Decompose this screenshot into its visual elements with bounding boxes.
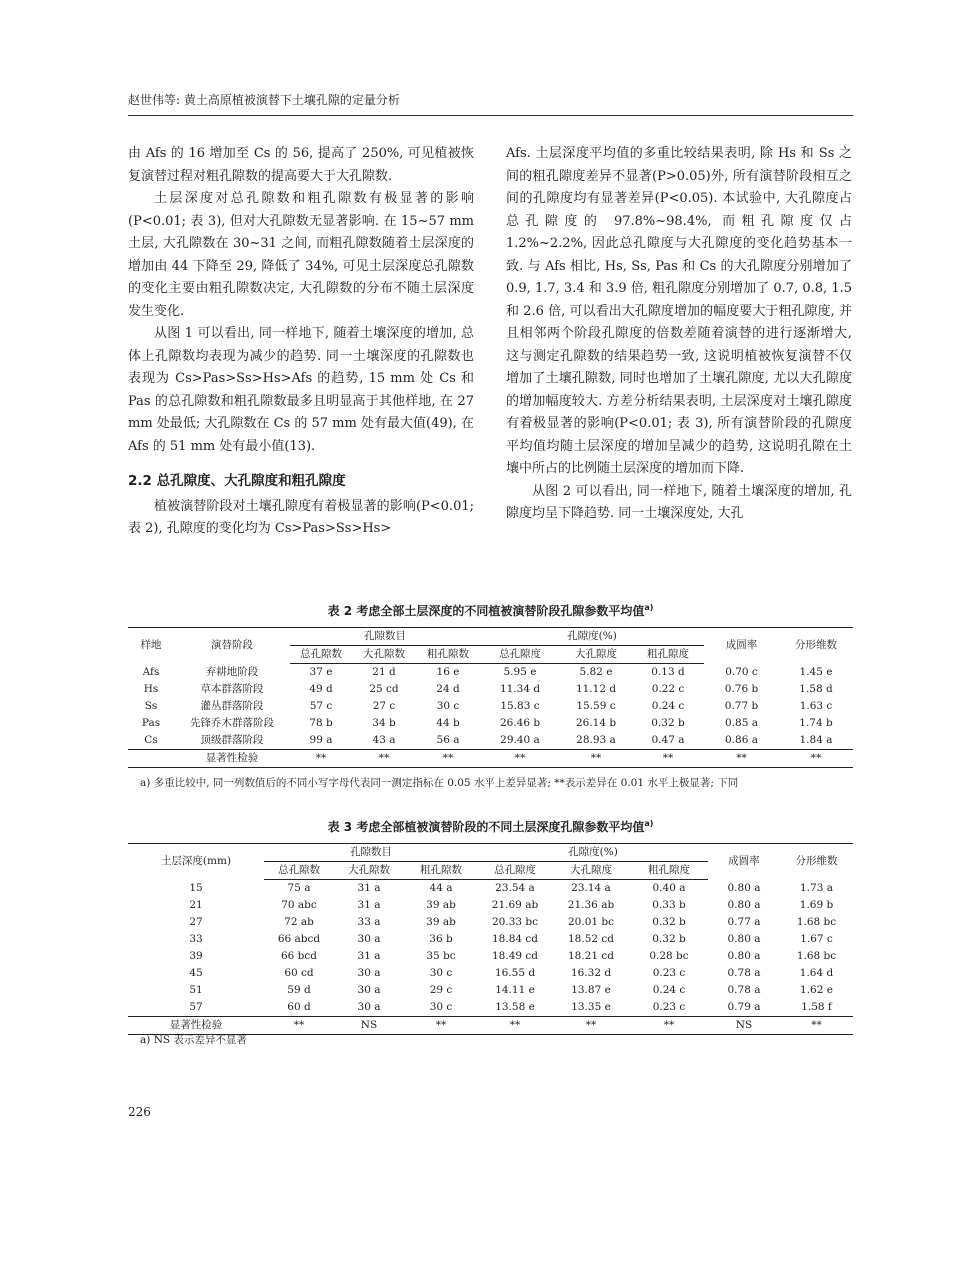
col-header-stage: 演替阶段 <box>174 628 290 664</box>
table-cell: 21 d <box>372 666 396 678</box>
table-row <box>128 664 853 682</box>
table-cell: 59 d <box>287 984 311 996</box>
table-cell: 60 d <box>287 1001 311 1013</box>
table-cell: 0.85 a <box>725 717 758 729</box>
table-cell: 灌丛群落阶段 <box>200 700 264 712</box>
table-cell: ** <box>264 1017 334 1035</box>
table-cell: 13.87 e <box>571 984 611 996</box>
table-cell: 16.32 d <box>570 967 612 979</box>
header-rule <box>128 115 853 116</box>
paragraph: Afs. 土层深度平均值的多重比较结果表明, 除 Hs 和 Ss 之间的粗孔隙度差异不显著(P>0.05)外, 所有演替阶段相互之间的孔隙度均有显著差异(P<0.05). 本试验中, 大孔隙度占总孔隙度的 97.8%~98.4%, 而粗孔隙度仅占 1.2%~2.2%, 因此总孔隙度与大孔隙度的变化趋势基本一致. 与 Afs 相比, Hs, Ss, Pas 和 Cs 的大孔隙度分别增加了 0.9, 1.7, 3.4 和 3.9 倍, 粗孔隙度分别增加了 0.7, 0.8, 1.5 和 2.6 倍, 可以看出大孔隙度增加的幅度要大于粗孔隙度, 并且相邻两个阶段孔隙度的倍数差随着演替的进行逐渐增大, 这与测定孔隙数的结果趋势一致, 这说明植被恢复演替不仅增加了土壤孔隙数, 同时也增加了土壤孔隙度, 尤以大孔隙度的增加幅度较大. 方差分析结果表明, 土层深度对土壤孔隙度有着极显著的影响(P<0.01; 表 3), 所有演替阶段的孔隙度平均值均随土层深度的增加呈减少的趋势, 这说明孔隙在土壤中所占的比例随土层深度的增加而下降. <box>506 146 852 476</box>
table-cell: 24 d <box>436 683 460 695</box>
table-cell: 18.49 cd <box>492 950 538 962</box>
table-cell: 1.62 e <box>800 984 833 996</box>
table-cell: 0.22 c <box>651 683 685 695</box>
paragraph: 土层深度对总孔隙数和粗孔隙数有极显著的影响(P<0.01; 表 3), 但对大孔隙数无显著影响. 在 15~57 mm 土层, 大孔隙数在 30~31 之间, 而粗孔隙数随着土层深度的增加由 44 下降至 29, 降低了 34%, 可见土层深度总孔隙数的变化主要由粗孔隙数决定, 大孔隙数的分布不随土层深度发生变化. <box>128 191 474 319</box>
col-header-porosity: 孔隙度(%) <box>480 628 704 646</box>
table-row <box>128 715 853 732</box>
table-row <box>128 948 853 965</box>
table-cell: 5.95 e <box>503 666 537 678</box>
table-cell: 0.77 a <box>727 916 761 928</box>
table-cell: 0.78 a <box>727 967 761 979</box>
table-cell: 23.14 a <box>571 882 611 894</box>
table-cell: 0.80 a <box>727 881 761 894</box>
table-row <box>128 732 853 750</box>
table-cell: 33 <box>189 933 203 945</box>
table-cell: ** <box>352 750 416 768</box>
table-cell: ** <box>630 1017 708 1035</box>
table-row <box>128 914 853 931</box>
table-cell: 44 b <box>436 717 460 729</box>
table-cell: 11.34 d <box>499 683 541 695</box>
table-cell: 30 c <box>429 967 453 979</box>
table-cell: 31 a <box>357 950 381 962</box>
table-cell: 31 a <box>357 882 381 894</box>
col-header-site: 样地 <box>128 628 174 664</box>
table-cell: 26.14 b <box>575 717 617 729</box>
table-cell: 78 b <box>309 717 333 729</box>
table-cell: Ss <box>144 700 158 712</box>
table-2 <box>128 627 853 768</box>
sub-header: 大孔隙度 <box>560 646 632 664</box>
table-row <box>128 965 853 982</box>
table-cell: 27 c <box>372 700 396 712</box>
table-cell: 25 cd <box>369 683 399 695</box>
table-cell: 0.47 a <box>651 734 685 746</box>
table-cell: 20.01 bc <box>568 916 614 928</box>
table-cell: 66 abcd <box>277 933 321 945</box>
table-cell: 1.63 c <box>799 700 833 712</box>
table-cell: 16 e <box>436 666 460 678</box>
table-2-caption: 表 2 考虑全部土层深度的不同植被演替阶段孔隙参数平均值$^{a)}$ <box>327 603 654 618</box>
table-cell: 39 <box>189 950 203 962</box>
table-cell: 显著性检验 <box>128 1017 264 1035</box>
table-cell: 36 b <box>429 933 453 945</box>
paragraph: 从图 2 可以看出, 同一样地下, 随着土壤深度的增加, 孔隙度均呈下降趋势. 同一土壤深度处, 大孔 <box>506 483 852 521</box>
table-cell: 0.33 b <box>652 899 686 911</box>
table-cell: Hs <box>143 683 159 695</box>
table-cell: 20.33 bc <box>492 916 538 928</box>
table-cell: 75 a <box>287 882 311 894</box>
paragraph: 从图 1 可以看出, 同一样地下, 随着土壤深度的增加, 总体上孔隙数均表现为减少的趋势. 同一土壤深度的孔隙数也表现为 Cs>Pas>Ss>Hs>Afs 的趋势, 15 mm 处 Cs 和 Pas 的总孔隙数和粗孔隙数最多且明显高于其他样地, 在 27 mm 处最低; 大孔隙数在 Cs 的 57 mm 处有最大值(49), 在 Afs 的 51 mm 处有最小值(13). <box>128 326 474 454</box>
table-cell: 15.59 c <box>576 700 616 712</box>
table-cell: 1.58 f <box>801 1001 832 1013</box>
table-cell: 0.80 a <box>727 899 761 911</box>
table-cell: 28.93 a <box>576 734 616 746</box>
col-header-count: 孔隙数目 <box>264 844 478 862</box>
table-cell: 30 c <box>429 1001 453 1013</box>
table-cell: ** <box>404 1017 478 1035</box>
table-cell: 1.84 a <box>799 734 833 746</box>
table-cell: 0.24 c <box>651 700 685 712</box>
table-cell: 弃耕地阶段 <box>205 665 259 678</box>
table-cell: 先锋乔木群落阶段 <box>190 717 274 729</box>
table-cell: 1.64 d <box>799 967 834 979</box>
page-number: 226 <box>128 1105 151 1119</box>
paragraph: 植被演替阶段对土壤孔隙度有着极显著的影响(P<0.01; 表 2), 孔隙度的变化均为 Cs>Pas>Ss>Hs> <box>128 498 474 536</box>
table-cell: 37 e <box>309 666 333 678</box>
table-cell: 99 a <box>309 734 333 746</box>
table-cell: 34 b <box>372 717 396 729</box>
table-cell: ** <box>779 750 853 768</box>
right-column <box>506 143 852 526</box>
table-cell: 0.23 c <box>652 1001 686 1013</box>
table-3-caption: 表 3 考虑全部植被演替阶段的不同土层深度孔隙参数平均值$^{a)}$ <box>327 819 654 834</box>
table-row <box>128 681 853 698</box>
table-cell: 0.23 c <box>652 967 686 979</box>
col-header-count: 孔隙数目 <box>290 628 480 646</box>
table-cell: 66 bcd <box>280 950 318 962</box>
table-cell: 1.58 d <box>799 683 833 695</box>
table-cell: 顶级群落阶段 <box>200 734 264 746</box>
table-cell: Cs <box>144 734 158 746</box>
table-cell: 0.80 a <box>727 950 761 962</box>
table-cell: 0.77 b <box>724 700 759 712</box>
table-cell: 0.78 a <box>727 984 761 996</box>
sub-header: 总孔隙度 <box>480 646 560 664</box>
table-cell: 29.40 a <box>500 734 540 746</box>
table-row <box>128 931 853 948</box>
sub-header: 粗孔隙数 <box>416 646 480 664</box>
table-cell: 13.35 e <box>571 1001 611 1013</box>
table-cell: 31 a <box>357 899 381 911</box>
table-cell: 33 a <box>357 916 381 928</box>
table-cell: 0.40 a <box>652 882 686 894</box>
sub-header: 总孔隙度 <box>478 862 552 880</box>
col-header-depth: 土层深度(mm) <box>128 844 264 880</box>
table-cell: 11.12 d <box>575 683 617 695</box>
running-header: 赵世伟等: 黄土高原植被演替下土壤孔隙的定量分析 <box>128 93 400 107</box>
table-cell: 57 c <box>309 700 333 712</box>
table-cell: 5.82 e <box>579 666 613 678</box>
table-row <box>128 999 853 1017</box>
table-row <box>128 897 853 914</box>
col-header-roundness: 成圆率 <box>708 844 780 880</box>
table-cell: 30 a <box>357 1001 381 1013</box>
table-cell: 1.69 b <box>799 899 834 911</box>
table-cell: 0.13 d <box>651 666 685 678</box>
table-row <box>128 982 853 999</box>
col-header-fractal: 分形维数 <box>780 844 853 880</box>
table-cell: 30 c <box>436 700 460 712</box>
sub-header: 粗孔隙度 <box>630 862 708 880</box>
table-cell: 13.58 e <box>495 1001 535 1013</box>
table-cell: 18.84 cd <box>492 933 538 945</box>
table-cell: 29 c <box>429 984 453 996</box>
table-cell: Pas <box>141 717 161 729</box>
table-cell: ** <box>632 750 704 768</box>
table-row <box>128 698 853 715</box>
table-cell: ** <box>480 750 560 768</box>
table-cell: 0.76 b <box>724 683 759 695</box>
table-cell: 51 <box>189 984 203 996</box>
table-cell: 显著性检验 <box>174 750 290 768</box>
table-row <box>128 880 853 898</box>
table-cell: 23.54 a <box>495 882 535 894</box>
table-cell: 15 <box>189 881 203 894</box>
sub-header: 总孔隙数 <box>290 646 352 664</box>
table-3-note: a) NS 表示差异不显著 <box>140 1034 247 1046</box>
table-cell: 45 <box>189 967 203 979</box>
table-cell: ** <box>704 750 779 768</box>
table-cell: Afs <box>142 665 160 678</box>
table-cell: 35 bc <box>426 950 456 962</box>
table-cell: 56 a <box>436 734 460 746</box>
table-cell: ** <box>290 750 352 768</box>
table-cell <box>128 750 174 768</box>
table-cell: 0.32 b <box>651 717 685 729</box>
table-cell: 15.83 c <box>500 700 540 712</box>
table-cell: 1.68 bc <box>796 916 837 928</box>
table-cell: 49 d <box>309 683 333 695</box>
table-cell: 18.21 cd <box>568 950 614 962</box>
table-cell: 草本群落阶段 <box>200 683 264 695</box>
table-cell: 0.32 b <box>652 933 686 945</box>
table-cell: 72 ab <box>284 916 314 928</box>
table-cell: 39 ab <box>426 916 456 928</box>
table-cell: ** <box>560 750 632 768</box>
sub-header: 大孔隙数 <box>352 646 416 664</box>
table-cell: ** <box>478 1017 552 1035</box>
table-cell: 30 a <box>357 984 381 996</box>
table-cell: 27 <box>189 916 203 928</box>
table-2-note: a) 多重比较中, 同一列数值后的不同小写字母代表同一测定指标在 0.05 水平上差异显著; **表示差异在 0.01 水平上极显著; 下同 <box>140 777 739 789</box>
table-cell: 21.69 ab <box>491 899 539 911</box>
col-header-roundness: 成圆率 <box>704 628 779 664</box>
table-cell: 0.80 a <box>727 933 761 945</box>
table-cell: ** <box>780 1017 853 1035</box>
table-cell: 60 cd <box>284 967 314 979</box>
sub-header: 粗孔隙度 <box>632 646 704 664</box>
table-cell: 39 ab <box>426 899 456 911</box>
table-cell: 14.11 e <box>495 984 535 996</box>
table-cell: 0.70 c <box>725 665 758 678</box>
table-cell: NS <box>334 1017 404 1035</box>
table-cell: 43 a <box>372 734 396 746</box>
table-cell: 30 a <box>357 967 381 979</box>
paragraph: 由 Afs 的 16 增加至 Cs 的 56, 提高了 250%, 可见植被恢复演替过程对粗孔隙数的提高要大于大孔隙数. <box>128 146 474 184</box>
table-cell: 0.28 bc <box>649 950 689 962</box>
table-cell: 21.36 ab <box>567 899 615 911</box>
table-3 <box>128 843 853 1035</box>
table-cell: 0.32 b <box>652 916 686 928</box>
significance-row <box>128 750 853 768</box>
col-header-porosity: 孔隙度(%) <box>478 844 708 862</box>
section-heading: 2.2 总孔隙度、大孔隙度和粗孔隙度 <box>128 473 346 489</box>
table-cell: 44 a <box>429 882 453 894</box>
table-cell: 1.67 c <box>800 933 833 945</box>
table-cell: NS <box>708 1017 780 1035</box>
table-cell: 0.86 a <box>725 734 758 746</box>
table-cell: 0.79 a <box>727 1001 761 1013</box>
sub-header: 大孔隙度 <box>552 862 630 880</box>
table-cell: 1.73 a <box>800 881 833 894</box>
table-cell: ** <box>552 1017 630 1035</box>
table-cell: 1.68 bc <box>796 950 837 962</box>
table-cell: 16.55 d <box>494 967 536 979</box>
left-column <box>128 143 474 541</box>
table-cell: 21 <box>189 899 203 911</box>
sub-header: 粗孔隙数 <box>404 862 478 880</box>
table-cell: 70 abc <box>281 899 317 911</box>
table-cell: 26.46 b <box>499 717 541 729</box>
table-cell: 18.52 cd <box>568 933 614 945</box>
sub-header: 大孔隙数 <box>334 862 404 880</box>
table-cell: ** <box>416 750 480 768</box>
table-cell: 1.74 b <box>799 717 833 729</box>
col-header-fractal: 分形维数 <box>779 628 853 664</box>
table-cell: 0.24 c <box>652 984 686 996</box>
table-cell: 57 <box>189 1001 203 1013</box>
table-cell: 30 a <box>357 933 381 945</box>
sub-header: 总孔隙数 <box>264 862 334 880</box>
table-cell: 1.45 e <box>799 665 833 678</box>
